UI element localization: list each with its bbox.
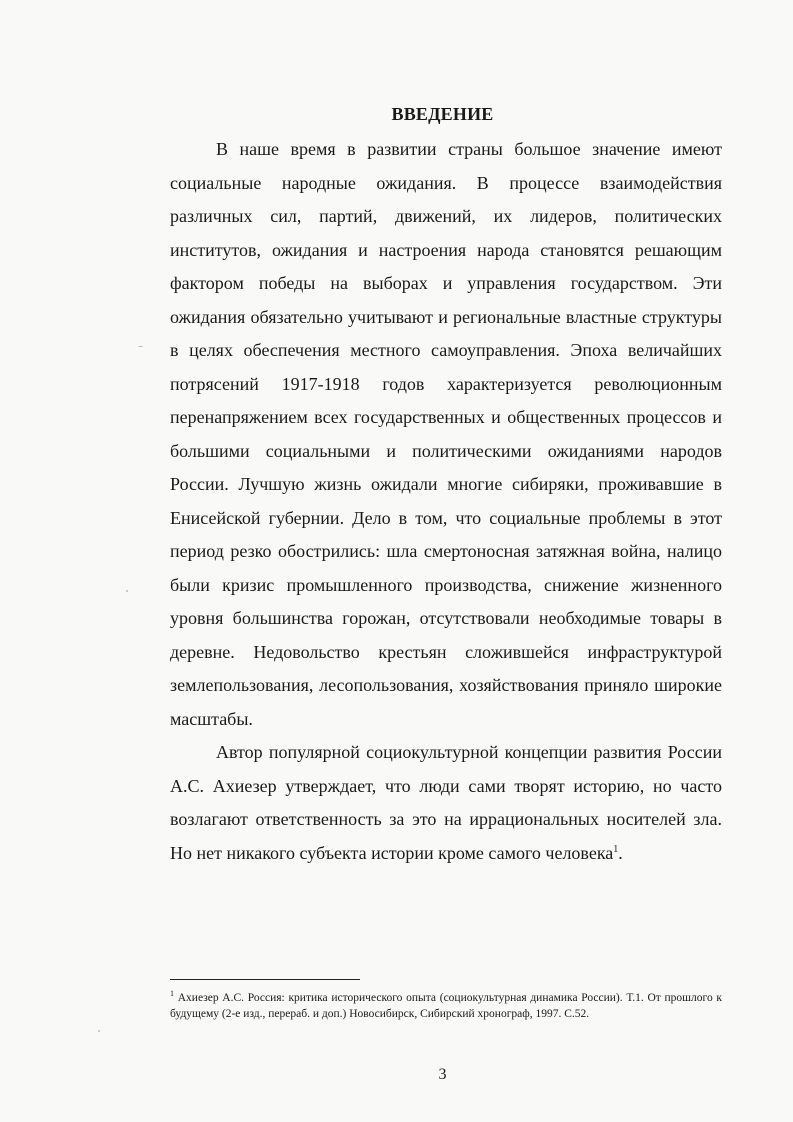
footnote [170, 990, 722, 1022]
footnote-divider [170, 979, 360, 980]
footnote-text: Ахиезер А.С. Россия: критика исторического опыта (социокультурная динамика России). Т.1. От прошлого к будущему (2-е изд., перераб. и доп.) Новосибирск, Сибирский хронограф, 1997. С.52. [170, 992, 723, 1020]
paragraph-2 [170, 736, 722, 870]
footnote-number: 1 [170, 989, 174, 999]
page-title: ВВЕДЕНИЕ [391, 104, 494, 124]
paragraph-1: В наше время в развитии страны большое значение имеют социальные народные ожидания. В процессе взаимодействия различных сил, партий, движений, их лидеров, политических институтов, ожидания и настроения народа становятся решающим фактором победы на выборах и управления государством. Эти ожидания обязательно учитывают и региональные властные структуры в целях обеспечения местного самоуправления. Эпоха величайших потрясений 1917-1918 годов характеризуется революционным перенапряжением всех государственных и общественных процессов и большими социальными и политическими ожиданиями народов России. Лучшую жизнь ожидали многие сибиряки, проживавшие в Енисейской губернии. Дело в том, что социальные проблемы в этот период резко обострились: шла смертоносная затяжная война, налицо были кризис промышленного производства, снижение жизненного уровня большинства горожан, отсутствовали необходимые товары в деревне. Недовольство крестьян сложившейся инфраструктурой землепользования, лесопользования, хозяйствования приняло широкие масштабы. [170, 139, 722, 729]
paragraph-2-end: . [618, 842, 623, 863]
scan-speck [98, 1030, 100, 1032]
paragraph-2-text: Автор популярной социокультурной концепции развития России А.С. Ахиезер утверждает, что люди сами творят историю, но часто возлагают ответственность за это на иррациональных носителей зла. Но нет никакого субъекта истории кроме самого человека [170, 742, 722, 863]
scan-speck [126, 590, 128, 592]
main-text [170, 133, 722, 870]
footnote-reference[interactable]: 1 [613, 843, 619, 855]
scan-speck [138, 346, 143, 347]
page-number: 3 [438, 1066, 447, 1083]
